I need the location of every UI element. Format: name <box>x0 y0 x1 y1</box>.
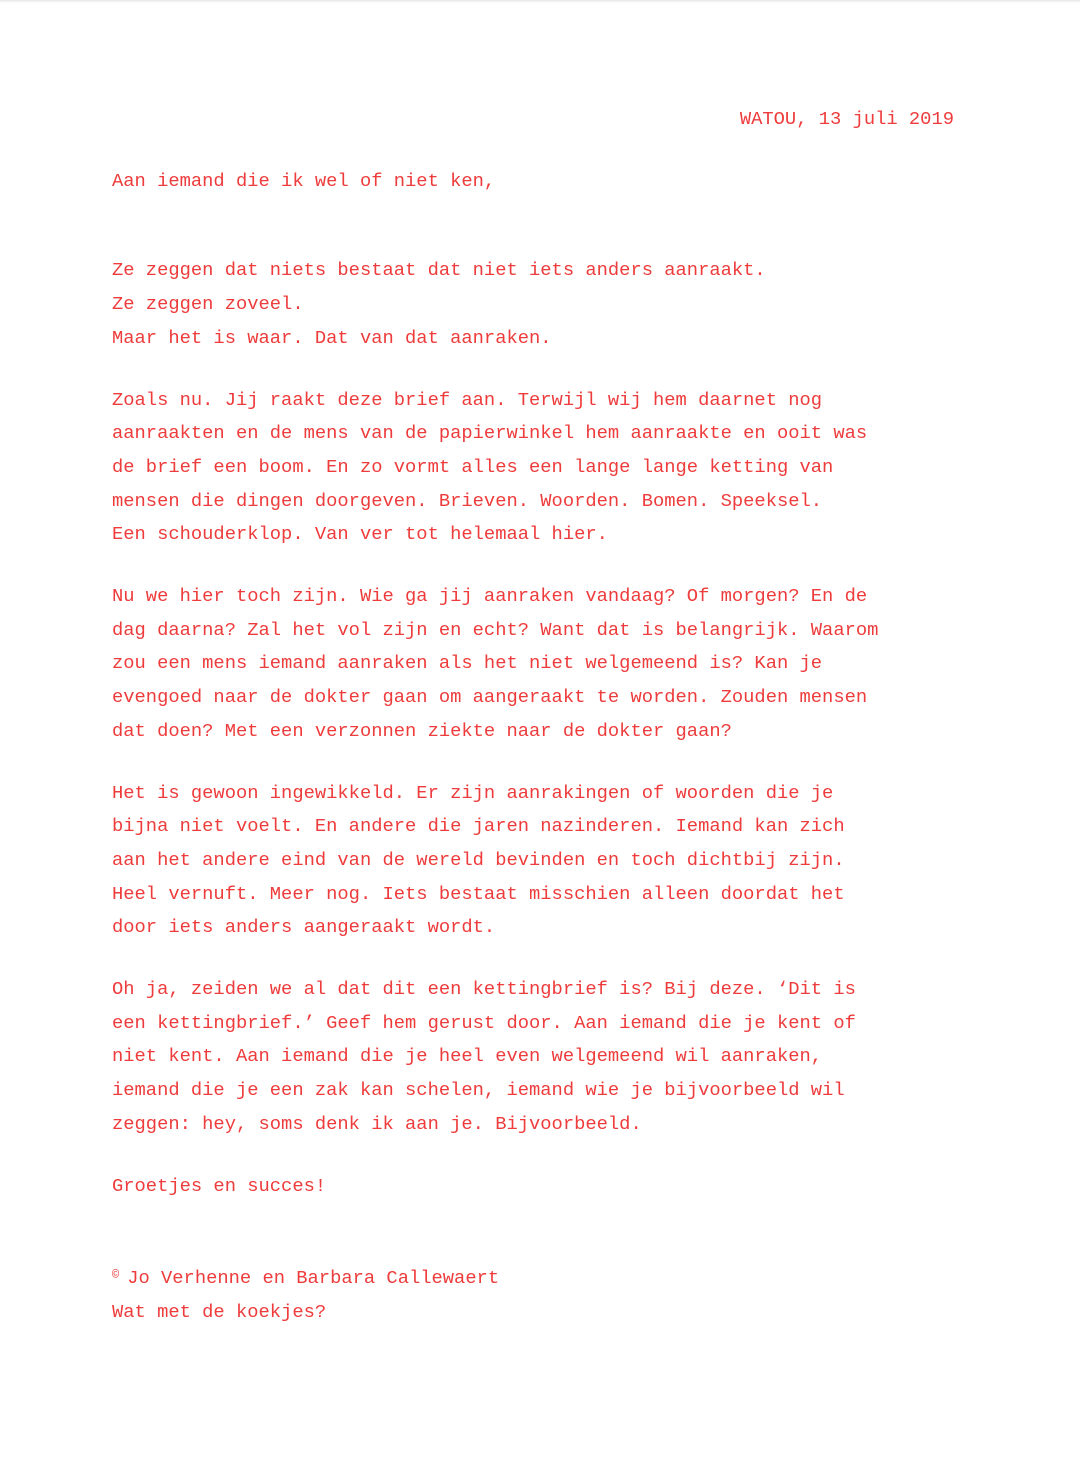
paragraph-5 <box>112 973 954 1142</box>
signature-line: Wat met de koekjes? <box>112 1300 327 1323</box>
paragraph-3 <box>112 580 954 749</box>
paragraph-line: Een schouderklop. Van ver tot helemaal hier. <box>112 523 608 546</box>
letter-date: WATOU, 13 juli 2019 <box>739 108 954 130</box>
paragraph-line: Zoals nu. Jij raakt deze brief aan. Terwijl wij hem daarnet nog <box>112 388 823 411</box>
paragraph-line: niet kent. Aan iemand die je heel even welgemeend wil aanraken, <box>112 1045 823 1068</box>
paragraph-4 <box>112 777 954 946</box>
paragraph-line: bijna niet voelt. En andere die jaren nazinderen. Iemand kan zich <box>112 815 845 838</box>
paragraph-line: Maar het is waar. Dat van dat aanraken. <box>112 326 552 349</box>
paragraph-line: dag daarna? Zal het vol zijn en echt? Want dat is belangrijk. Waarom <box>112 618 879 641</box>
paragraph-line: een kettingbrief.’ Geef hem gerust door. Aan iemand die je kent of <box>112 1011 856 1034</box>
paragraph-line: aanraakten en de mens van de papierwinkel hem aanraakte en ooit was <box>112 422 868 445</box>
paragraph-line: dat doen? Met een verzonnen ziekte naar de dokter gaan? <box>112 719 732 742</box>
paragraph-2 <box>112 384 954 553</box>
paragraph-line: Oh ja, zeiden we al dat dit een kettingbrief is? Bij deze. ‘Dit is <box>112 978 856 1001</box>
paragraph-line: aan het andere eind van de wereld bevinden en toch dichtbij zijn. <box>112 848 845 871</box>
paragraph-line: door iets anders aangeraakt wordt. <box>112 916 496 939</box>
paragraph-line: Ze zeggen zoveel. <box>112 293 304 316</box>
paragraph-line: Het is gewoon ingewikkeld. Er zijn aanrakingen of woorden die je <box>112 781 834 804</box>
paragraph-line: iemand die je een zak kan schelen, iemand wie je bijvoorbeeld wil <box>112 1079 845 1102</box>
paragraph-line: Ze zeggen dat niets bestaat dat niet iets anders aanraakt. <box>112 259 766 282</box>
paragraph-1 <box>112 254 954 355</box>
paragraph-line: Nu we hier toch zijn. Wie ga jij aanraken vandaag? Of morgen? En de <box>112 585 868 608</box>
paragraph-line: zeggen: hey, soms denk ik aan je. Bijvoorbeeld. <box>112 1112 642 1135</box>
page-top-edge <box>0 0 1080 3</box>
paragraph-line: zou een mens iemand aanraken als het niet welgemeend is? Kan je <box>112 652 823 675</box>
letter-salutation: Aan iemand die ik wel of niet ken, <box>112 169 496 192</box>
copyright-symbol: © <box>112 1268 120 1283</box>
paragraph-line: evengoed naar de dokter gaan om aangeraakt te worden. Zouden mensen <box>112 686 868 709</box>
letter-body <box>112 103 954 1330</box>
paragraph-line: mensen die dingen doorgeven. Brieven. Woorden. Bomen. Speeksel. <box>112 489 823 512</box>
authors-line <box>112 1259 954 1296</box>
paragraph-line: Heel vernuft. Meer nog. Iets bestaat misschien alleen doordat het <box>112 882 845 905</box>
paragraph-line: de brief een boom. En zo vormt alles een lange lange ketting van <box>112 455 834 478</box>
letter-closing: Groetjes en succes! <box>112 1174 327 1197</box>
authors: Jo Verhenne en Barbara Callewaert <box>127 1267 500 1290</box>
